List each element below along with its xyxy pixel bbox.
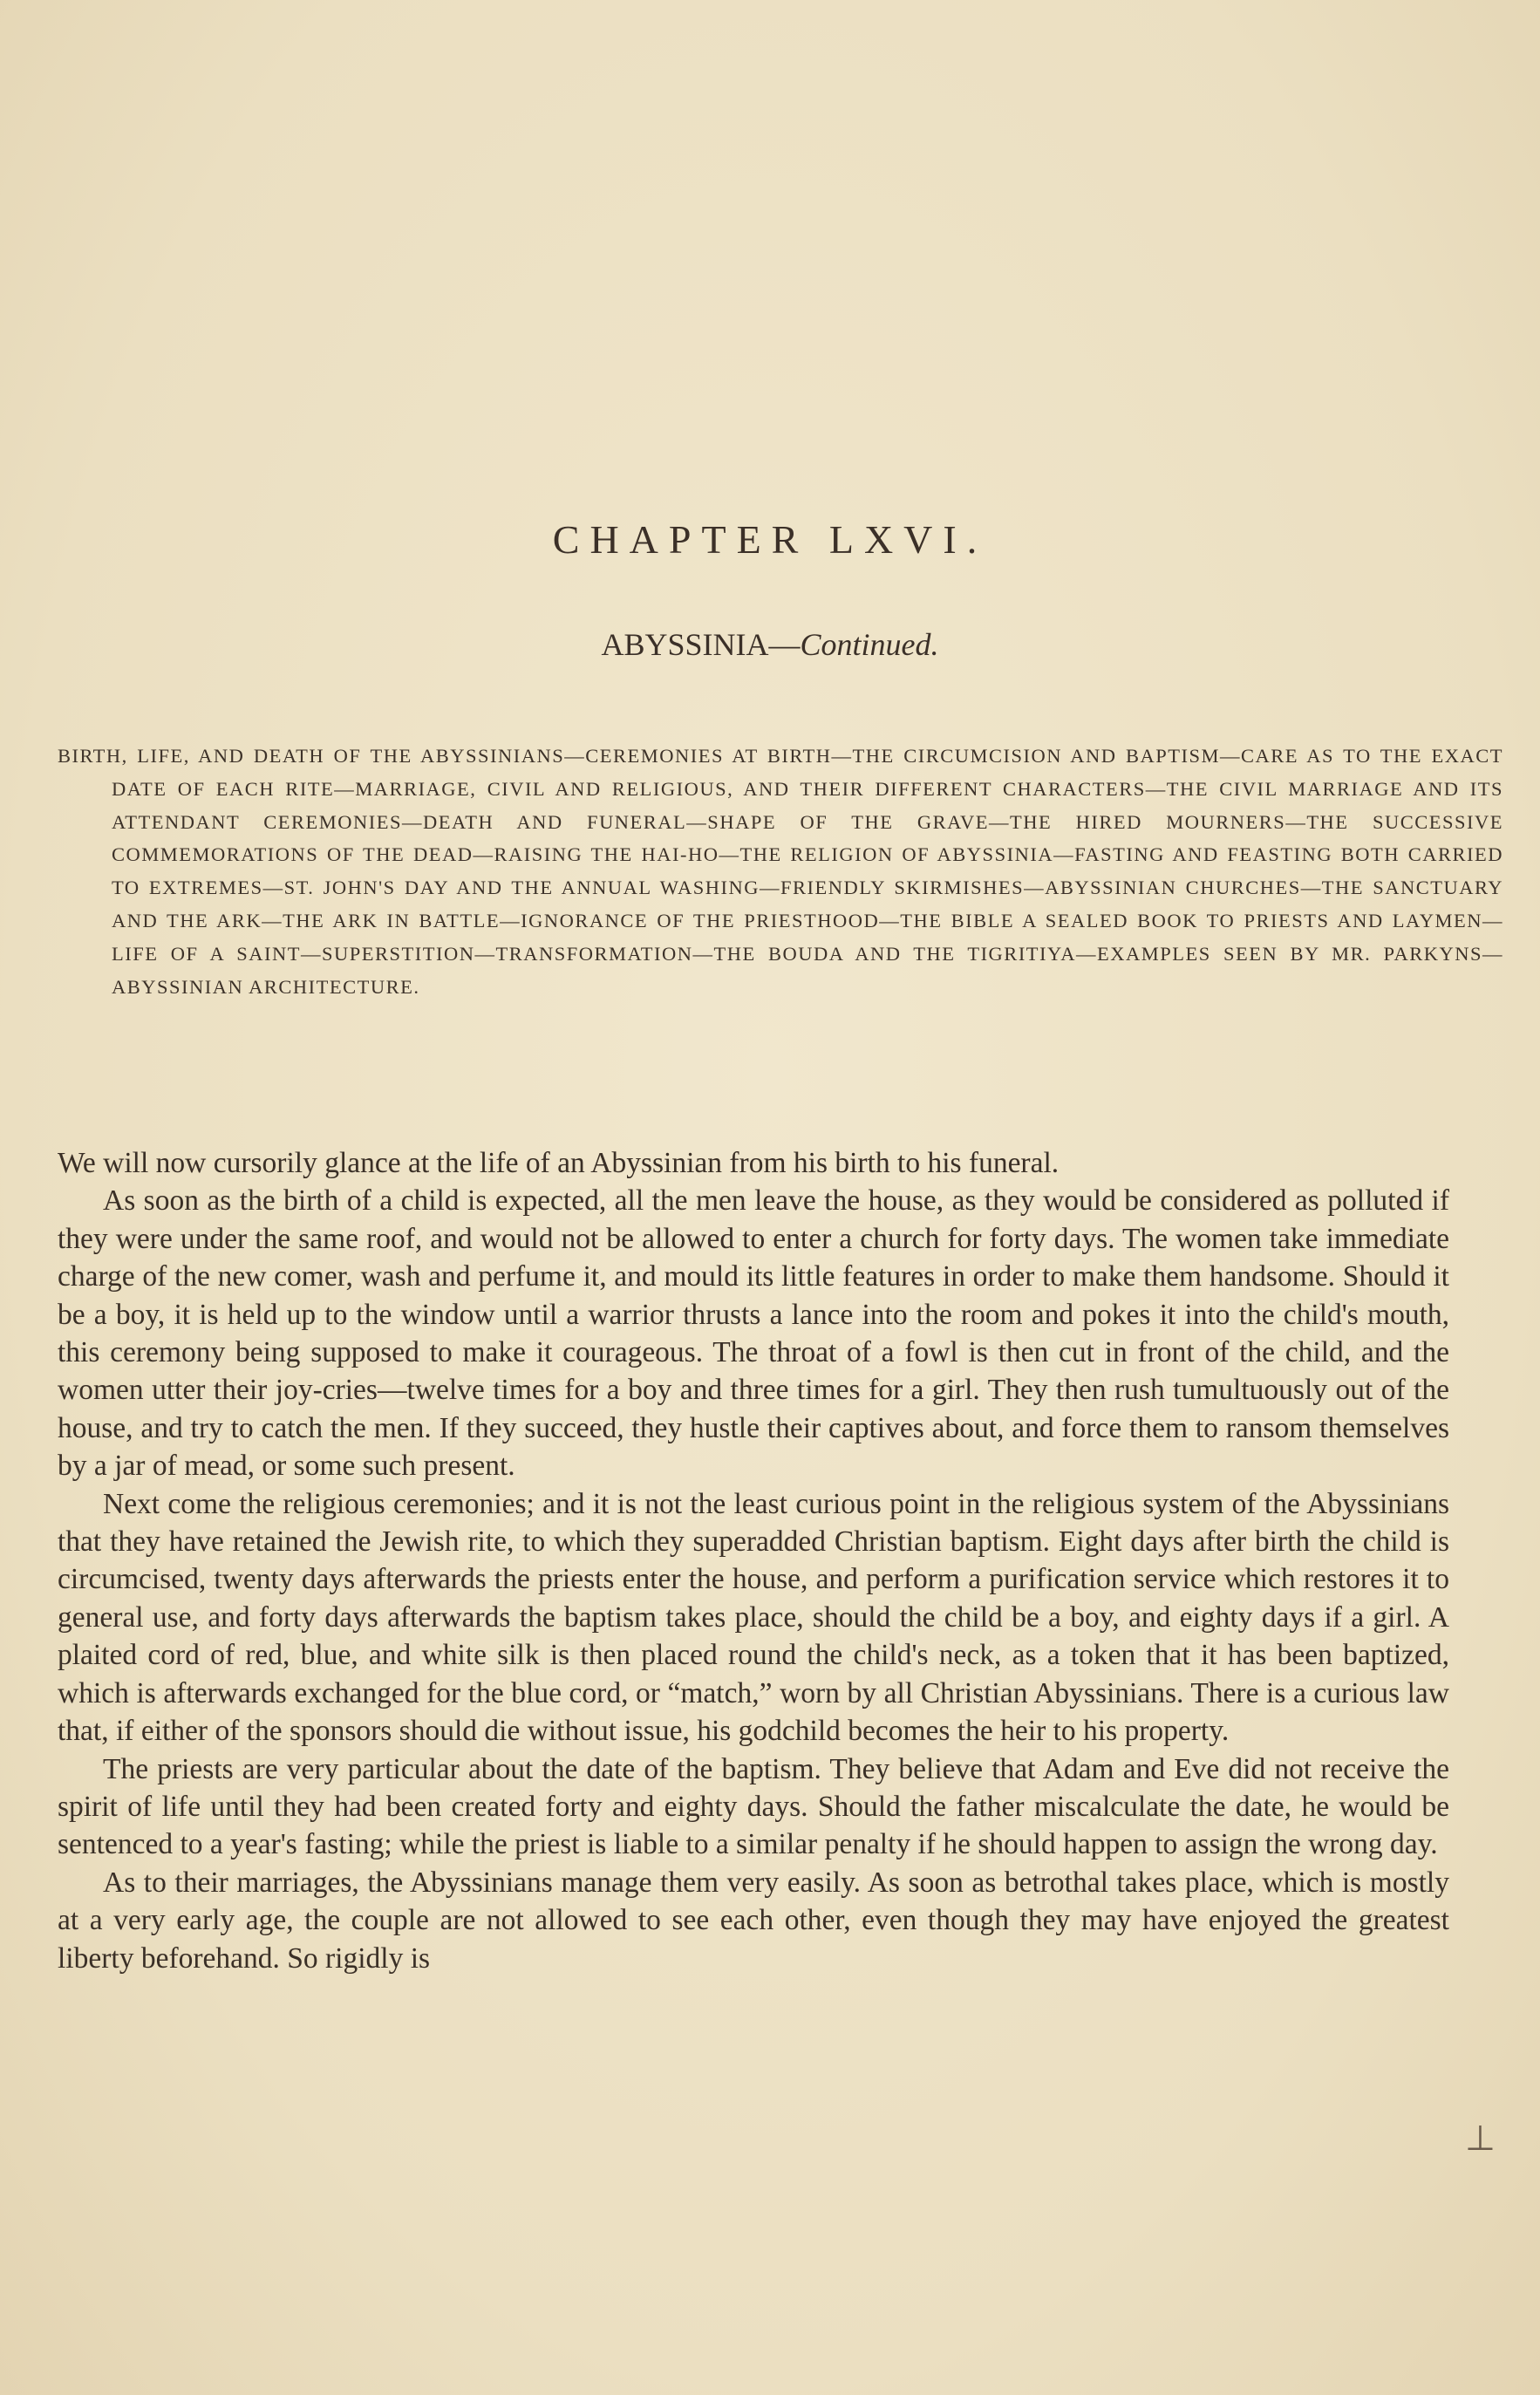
chapter-synopsis: BIRTH, LIFE, AND DEATH OF THE ABYSSINIANS—CEREMONIES AT BIRTH—THE CIRCUMCISION AND BAPTISM—CARE AS TO THE EXACT DATE OF EACH RITE—MARRIAGE, CIVIL AND RELIGIOUS, AND THEIR DIFFERENT CHARACTERS—THE CIVIL MARRIAGE AND ITS ATTENDANT CEREMONIES—DEATH AND FUNERAL—SHAPE OF THE GRAVE—THE HIRED MOURNERS—THE SUCCESSIVE COMMEMORATIONS OF THE DEAD—RAISING THE HAI-HO—THE RELIGION OF ABYSSINIA—FASTING AND FEASTING BOTH CARRIED TO EXTREMES—ST. JOHN'S DAY AND THE ANNUAL WASHING—FRIENDLY SKIRMISHES—ABYSSINIAN CHURCHES—THE SANCTUARY AND THE ARK—THE ARK IN BATTLE—IGNORANCE OF THE PRIESTHOOD—THE BIBLE A SEALED BOOK TO PRIESTS AND LAYMEN—LIFE OF A SAINT—SUPERSTITION—TRANSFORMATION—THE BOUDA AND THE TIGRITIYA—EXAMPLES SEEN BY MR. PARKYNS—ABYSSINIAN ARCHITECTURE. bbox=[58, 745, 1503, 998]
margin-pencil-mark-icon: ⊥ bbox=[1465, 2119, 1496, 2159]
paragraph-2: As soon as the birth of a child is expected, all the men leave the house, as they would be considered as polluted if they were under the same roof, and would not be allowed to enter a church for forty days. The women take immediate charge of the new comer, wash and perfume it, and mould its little features in order to make them handsome. Should it be a boy, it is held up to the window until a warrior thrusts a lance into the room and pokes it into the child's mouth, this ceremony being supposed to make it courageous. The throat of a fowl is then cut in front of the child, and the women utter their joy-cries—twelve times for a boy and three times for a girl. They then rush tumultuously out of the house, and try to catch the men. If they succeed, they hustle their captives about, and force them to ransom themselves by a jar of mead, or some such present. bbox=[58, 1184, 1449, 1483]
paragraph-1: We will now cursorily glance at the life of an Abyssinian from his birth to his funeral. bbox=[58, 1147, 1060, 1179]
chapter-title: CHAPTER LXVI. bbox=[552, 517, 988, 562]
paragraph-5: As to their marriages, the Abyssinians manage them very easily. As soon as betrothal takes place, which is mostly at a very early age, the couple are not allowed to see each other, even though they may have enjoyed the greatest liberty beforehand. So rigidly is bbox=[58, 1866, 1449, 1975]
chapter-subtitle bbox=[0, 626, 1540, 663]
subtitle-continued: Continued. bbox=[800, 627, 939, 662]
body-text bbox=[58, 1144, 1449, 1977]
paragraph-3: Next come the religious ceremonies; and it is not the least curious point in the religious system of the Abyssinians that they have retained the Jewish rite, to which they superadded Christian baptism. Eight days after birth the child is circumcised, twenty days afterwards the priests enter the house, and perform a purification service which restores it to general use, and forty days afterwards the baptism takes place, should the child be a boy, and eighty days if a girl. A plaited cord of red, blue, and white silk is then placed round the child's neck, as a token that it has been baptized, which is afterwards exchanged for the blue cord, or “match,” worn by all Christian Abyssinians. There is a curious law that, if either of the sponsors should die without issue, his godchild becomes the heir to his property. bbox=[58, 1487, 1449, 1748]
paragraph-4: The priests are very particular about the date of the baptism. They believe that Adam and Eve did not receive the spirit of life until they had been created forty and eighty days. Should the father miscalculate the date, he would be sentenced to a year's fasting; while the priest is liable to a similar penalty if he should happen to assign the wrong day. bbox=[58, 1752, 1449, 1861]
subtitle-main: ABYSSINIA— bbox=[601, 627, 801, 662]
